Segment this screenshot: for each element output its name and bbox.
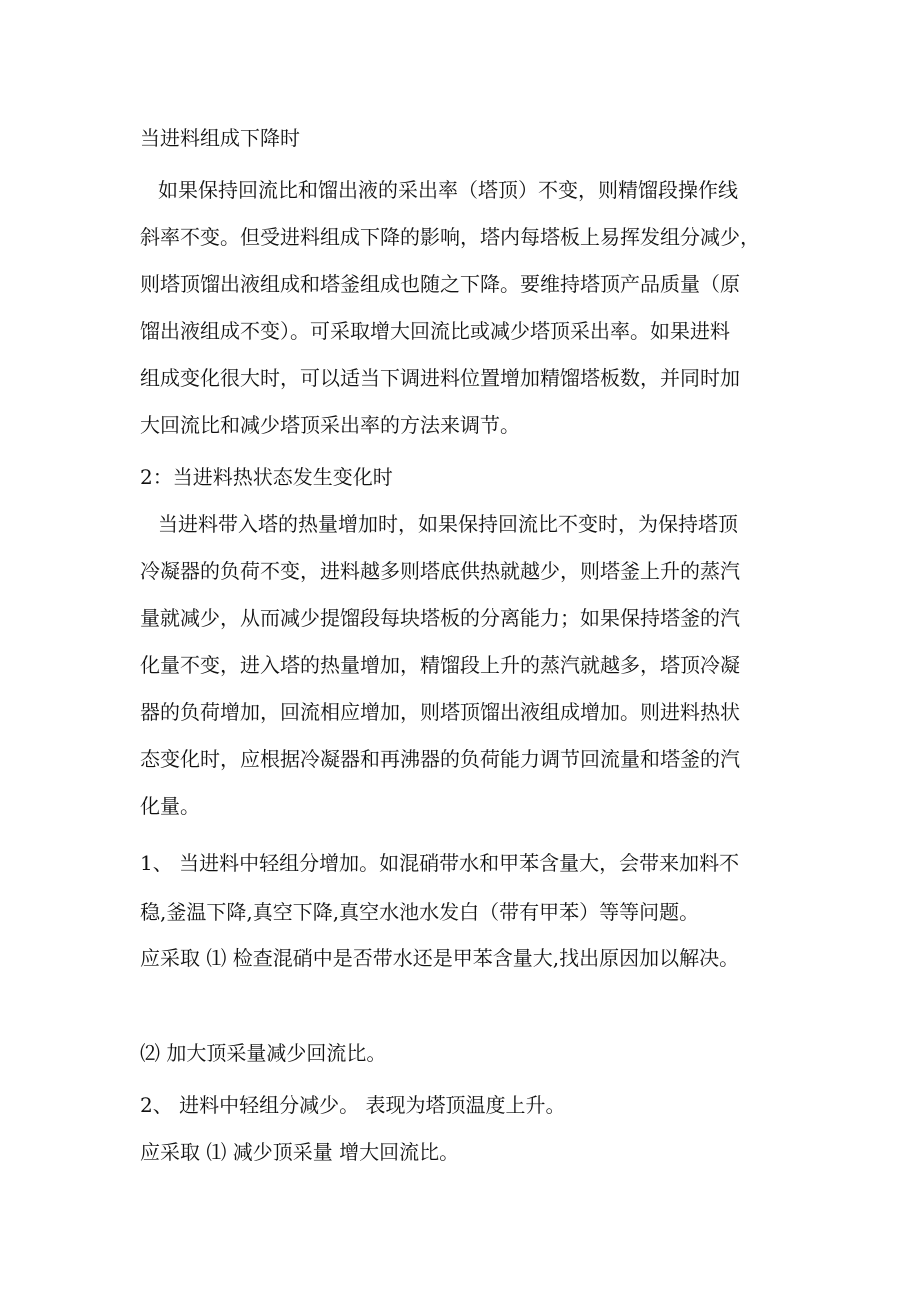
- action-line: 应采取 ⑴ 减少顶采量 增大回流比。: [140, 1140, 460, 1164]
- list-item-line: 稳,釜温下降,真空下降,真空水池水发白（带有甲苯）等等问题。: [140, 900, 700, 924]
- paragraph-line: 态变化时，应根据冷凝器和再沸器的负荷能力调节回流量和塔釜的汽: [140, 747, 740, 771]
- paragraph-line: 斜率不变。但受进料组成下降的影响，塔内每塔板上易挥发组分减少，: [140, 225, 760, 249]
- action-line: ⑵ 加大顶采量减少回流比。: [140, 1041, 387, 1065]
- section-heading-feed-thermal-state: 2：当进料热状态发生变化时: [140, 465, 393, 489]
- paragraph-line: 馏出液组成不变）。可采取增大回流比或减少塔顶采出率。如果进料: [140, 319, 730, 343]
- section-heading-feed-composition-drop: 当进料组成下降时: [140, 126, 300, 150]
- paragraph-line: 器的负荷增加，回流相应增加，则塔顶馏出液组成增加。则进料热状: [140, 700, 740, 724]
- paragraph-line: 化量。: [140, 794, 200, 818]
- paragraph-line: 如果保持回流比和馏出液的采出率（塔顶）不变，则精馏段操作线: [158, 178, 738, 202]
- action-line: 应采取 ⑴ 检查混硝中是否带水还是甲苯含量大,找出原因加以解决。: [140, 946, 740, 970]
- paragraph-line: 大回流比和减少塔顶采出率的方法来调节。: [140, 413, 520, 437]
- paragraph-line: 组成变化很大时，可以适当下调进料位置增加精馏塔板数，并同时加: [140, 366, 740, 390]
- paragraph-line: 冷凝器的负荷不变，进料越多则塔底供热就越少，则塔釜上升的蒸汽: [140, 559, 740, 583]
- paragraph-line: 则塔顶馏出液组成和塔釜组成也随之下降。要维持塔顶产品质量（原: [140, 272, 740, 296]
- list-item-line: 1、 当进料中轻组分增加。如混硝带水和甲苯含量大，会带来加料不: [140, 851, 740, 875]
- paragraph-line: 化量不变，进入塔的热量增加，精馏段上升的蒸汽就越多，塔顶冷凝: [140, 653, 740, 677]
- list-item-line: 2、 进料中轻组分减少。 表现为塔顶温度上升。: [140, 1093, 566, 1117]
- paragraph-line: 当进料带入塔的热量增加时，如果保持回流比不变时，为保持塔顶: [158, 512, 738, 536]
- paragraph-line: 量就减少，从而减少提馏段每块塔板的分离能力；如果保持塔釜的汽: [140, 606, 740, 630]
